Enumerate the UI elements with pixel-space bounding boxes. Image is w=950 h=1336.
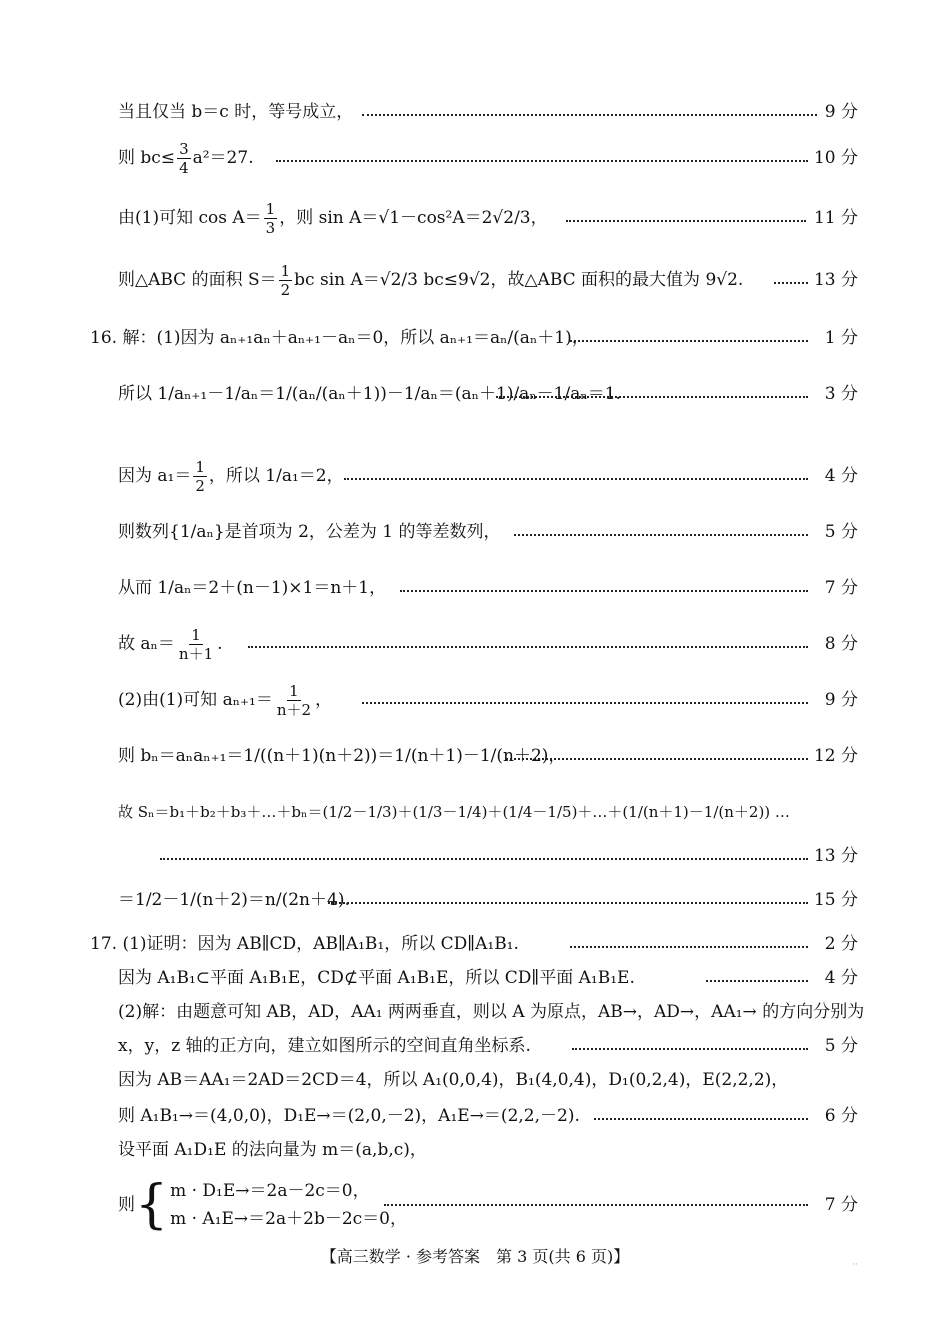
fraction-denominator: 2 xyxy=(195,476,205,495)
leader-dots xyxy=(276,160,808,162)
math-text: bc sin A＝√2/3 bc≤9√2，故△ABC 面积的最大值为 9√2. xyxy=(294,270,744,290)
score-label: 15 分 xyxy=(813,890,858,910)
equation-system xyxy=(135,1177,407,1233)
leader-dots xyxy=(774,282,808,284)
answer-line xyxy=(0,878,950,922)
answer-line xyxy=(0,622,950,666)
answer-line xyxy=(0,510,950,554)
leader-dots xyxy=(362,114,817,116)
leader-dots xyxy=(514,534,808,536)
score-label: 4 分 xyxy=(824,968,858,988)
answer-line xyxy=(0,566,950,610)
score-label: 9 分 xyxy=(824,102,858,122)
leader-dots xyxy=(160,858,808,860)
score-label: 1 分 xyxy=(824,328,858,348)
math-text: 则数列{1/aₙ}是首项为 2，公差为 1 的等差数列， xyxy=(118,522,501,542)
score-label: 7 分 xyxy=(824,1195,858,1215)
score-label: 4 分 xyxy=(824,466,858,486)
math-text: 则 xyxy=(118,1195,135,1215)
leader-dots xyxy=(706,980,808,982)
math-text: (2)解：由题意可知 AB，AD，AA₁ 两两垂直，则以 A 为原点，AB→，AD→，AA₁→ 的方向分别为 xyxy=(118,1002,865,1022)
leader-dots xyxy=(496,396,808,398)
math-text: 17. (1)证明：因为 AB∥CD，AB∥A₁B₁，所以 CD∥A₁B₁. xyxy=(90,934,519,954)
score-label: 8 分 xyxy=(824,634,858,654)
math-text: ， xyxy=(315,690,333,710)
math-text: ，则 sin A＝√1－cos²A＝2√2/3， xyxy=(279,208,548,228)
fraction-denominator: 3 xyxy=(265,218,276,237)
math-text: 由(1)可知 cos A＝ xyxy=(118,208,262,228)
math-text: . xyxy=(217,634,223,654)
answer-line xyxy=(0,734,950,778)
math-text: 当且仅当 b＝c 时，等号成立， xyxy=(118,102,354,122)
leader-dots xyxy=(566,220,806,222)
answer-line xyxy=(0,316,950,360)
fraction-denominator: n＋2 xyxy=(276,700,312,719)
score-label: 2 分 xyxy=(824,934,858,954)
fraction-numerator: 1 xyxy=(289,681,299,700)
fraction xyxy=(279,262,293,299)
score-label: 6 分 xyxy=(824,1106,858,1126)
leader-dots xyxy=(570,946,808,948)
answer-line xyxy=(0,834,950,878)
answer-line xyxy=(0,90,950,134)
fraction xyxy=(275,682,313,719)
answer-line xyxy=(0,372,950,416)
score-label: 3 分 xyxy=(824,384,858,404)
fraction-numerator: 1 xyxy=(265,199,276,218)
math-text: 因为 a₁＝ xyxy=(118,466,192,486)
math-text: ，所以 1/a₁＝2， xyxy=(208,466,344,486)
math-text: 则 bc≤ xyxy=(118,148,176,168)
leader-dots xyxy=(328,902,808,904)
leader-dots xyxy=(400,590,808,592)
equation-row: m · D₁E→＝2a－2c＝0， xyxy=(170,1181,370,1201)
answer-line xyxy=(0,258,950,302)
math-text: 因为 AB＝AA₁＝2AD＝2CD＝4，所以 A₁(0,0,4)，B₁(4,0,4)，D₁(0,2,4)，E(2,2,2)， xyxy=(118,1070,789,1090)
fraction xyxy=(264,200,278,237)
math-text: 则 bₙ＝aₙaₙ₊₁＝1/((n＋1)(n＋2))＝1/(n＋1)－1/(n＋2)， xyxy=(118,746,566,766)
fraction xyxy=(177,140,191,177)
fraction-numerator: 1 xyxy=(191,625,201,644)
math-text: 所以 1/aₙ₊₁－1/aₙ＝1/(aₙ/(aₙ＋1))－1/aₙ＝(aₙ＋1)/aₙ－1/aₙ＝1. xyxy=(118,384,621,404)
corner-mark: ·· xyxy=(852,1260,858,1270)
leader-dots xyxy=(594,1118,808,1120)
math-text: a²＝27. xyxy=(192,148,254,168)
answer-line xyxy=(0,790,950,834)
leader-dots xyxy=(362,702,808,704)
page-footer: 【高三数学 · 参考答案 第 3 页(共 6 页)】 xyxy=(320,1247,630,1266)
fraction-denominator: n＋1 xyxy=(178,644,214,663)
answer-line xyxy=(0,678,950,722)
fraction-numerator: 1 xyxy=(280,261,291,280)
math-text: ＝1/2－1/(n＋2)＝n/(2n＋4). xyxy=(118,890,350,910)
answer-line xyxy=(0,136,950,180)
math-text: (2)由(1)可知 aₙ₊₁＝ xyxy=(118,690,273,710)
equation-row: m · A₁E→＝2a＋2b－2c＝0， xyxy=(170,1209,407,1229)
math-text: 则 A₁B₁→＝(4,0,0)，D₁E→＝(2,0,－2)，A₁E→＝(2,2,－2). xyxy=(118,1106,580,1126)
fraction-denominator: 2 xyxy=(280,280,291,299)
math-text: x，y，z 轴的正方向，建立如图所示的空间直角坐标系. xyxy=(118,1036,531,1056)
fraction-denominator: 4 xyxy=(179,158,189,177)
score-label: 5 分 xyxy=(824,1036,858,1056)
score-label: 9 分 xyxy=(824,690,858,710)
math-text: 从而 1/aₙ＝2＋(n－1)×1＝n＋1， xyxy=(118,578,387,598)
leader-dots xyxy=(570,340,808,342)
score-label: 13 分 xyxy=(813,270,858,290)
math-text: 则△ABC 的面积 S＝ xyxy=(118,270,277,290)
fraction xyxy=(193,458,207,495)
math-text: 设平面 A₁D₁E 的法向量为 m＝(a,b,c)， xyxy=(118,1140,427,1160)
math-text: 故 aₙ＝ xyxy=(118,634,175,654)
leader-dots xyxy=(572,1048,808,1050)
answer-line xyxy=(0,196,950,240)
score-label: 11 分 xyxy=(813,208,858,228)
math-text: 故 Sₙ＝b₁＋b₂＋b₃＋…＋bₙ＝(1/2－1/3)＋(1/3－1/4)＋(1/4－1/5)＋…＋(1/(n＋1)－1/(n＋2)) … xyxy=(118,803,790,821)
fraction-numerator: 3 xyxy=(179,139,189,158)
score-label: 7 分 xyxy=(824,578,858,598)
math-text: 16. 解：(1)因为 aₙ₊₁aₙ＋aₙ₊₁－aₙ＝0，所以 aₙ₊₁＝aₙ/(aₙ＋1)， xyxy=(90,328,589,348)
leader-dots xyxy=(384,1204,808,1206)
answer-line xyxy=(0,1170,950,1240)
leader-dots xyxy=(248,646,808,648)
answer-line xyxy=(0,1128,950,1172)
fraction xyxy=(177,626,215,663)
math-text: 因为 A₁B₁⊂平面 A₁B₁E，CD⊄平面 A₁B₁E，所以 CD∥平面 A₁B₁E. xyxy=(118,968,635,988)
answer-line xyxy=(0,454,950,498)
fraction-numerator: 1 xyxy=(195,457,205,476)
score-label: 5 分 xyxy=(824,522,858,542)
left-brace: { xyxy=(135,1175,169,1235)
score-label: 12 分 xyxy=(813,746,858,766)
leader-dots xyxy=(344,478,808,480)
leader-dots xyxy=(506,758,808,760)
score-label: 10 分 xyxy=(813,148,858,168)
score-label: 13 分 xyxy=(813,846,858,866)
